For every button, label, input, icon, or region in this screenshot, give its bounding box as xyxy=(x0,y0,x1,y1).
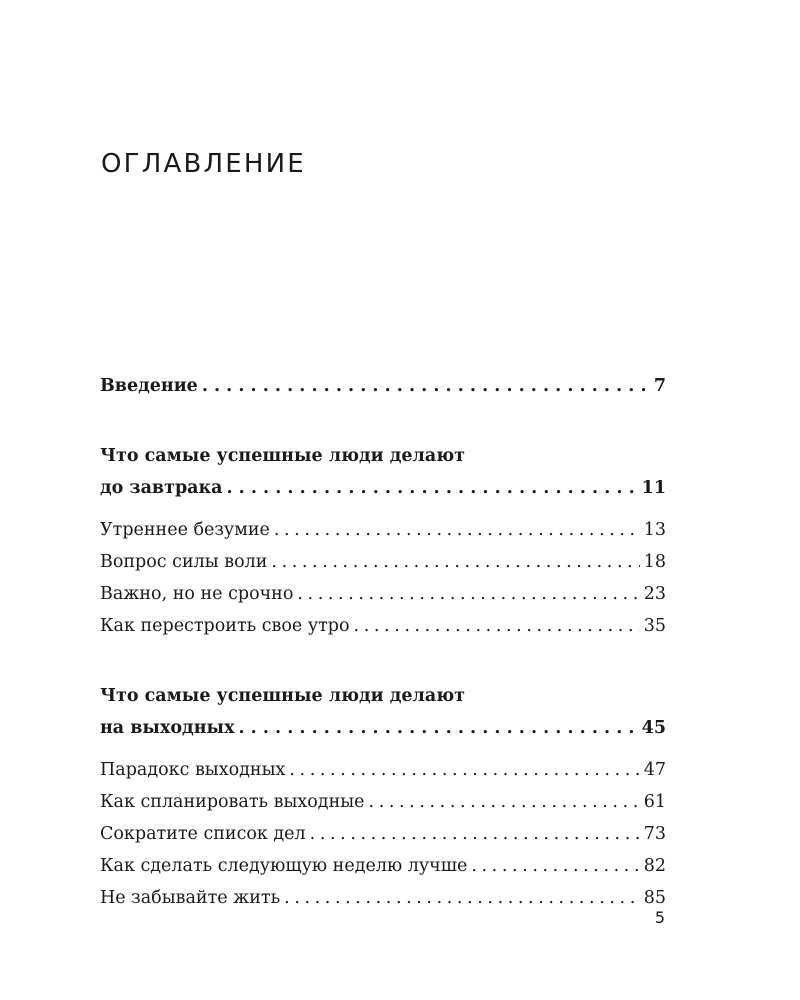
toc-entry-page: 7 xyxy=(653,376,666,396)
toc-entry-morning-madness[interactable] xyxy=(100,514,666,546)
toc-entry-shorten-list[interactable] xyxy=(100,818,666,850)
toc-entry-page: 47 xyxy=(643,760,666,780)
toc-entry-part-1[interactable] xyxy=(100,440,666,504)
toc-entry-intro[interactable] xyxy=(100,370,666,402)
toc-entry-label: Не забывайте жить xyxy=(100,888,281,908)
toc-entry-page: 35 xyxy=(643,616,666,636)
toc-entry-dont-forget-to-live[interactable] xyxy=(100,882,666,914)
toc-entry-page: 23 xyxy=(643,584,666,604)
toc-entry-willpower[interactable] xyxy=(100,546,666,578)
toc-entry-label: Сократите список дел xyxy=(100,824,306,844)
toc-entry-label: Введение xyxy=(100,376,198,396)
toc-entry-page: 18 xyxy=(643,552,666,572)
toc-entry-label-line-1: Что самые успешные люди делают xyxy=(100,686,466,706)
dot-leader xyxy=(274,514,640,546)
page-number: 5 xyxy=(654,908,665,927)
table-of-contents xyxy=(100,370,666,914)
toc-entry-label: Утреннее безумие xyxy=(100,520,270,540)
toc-entry-page: 11 xyxy=(641,478,666,498)
toc-entry-label-line-1: Что самые успешные люди делают xyxy=(100,446,466,466)
toc-entry-important-not-urgent[interactable] xyxy=(100,578,666,610)
page-title: ОГЛАВЛЕНИЕ xyxy=(101,149,306,179)
dot-leader xyxy=(239,712,638,744)
dot-leader xyxy=(202,370,650,402)
dot-leader xyxy=(284,882,640,914)
dot-leader xyxy=(271,546,639,578)
toc-entry-label: Как спланировать выходные xyxy=(100,792,365,812)
toc-entry-part-2[interactable] xyxy=(100,680,666,744)
toc-entry-plan-weekend[interactable] xyxy=(100,786,666,818)
toc-entry-better-next-week[interactable] xyxy=(100,850,666,882)
dot-leader xyxy=(227,472,638,504)
dot-leader xyxy=(471,850,639,882)
dot-leader xyxy=(289,754,639,786)
toc-entry-label: Важно, но не срочно xyxy=(100,584,294,604)
dot-leader xyxy=(354,610,640,642)
toc-entry-label: Как перестроить свое утро xyxy=(100,616,350,636)
toc-entry-weekend-paradox[interactable] xyxy=(100,754,666,786)
toc-entry-page: 13 xyxy=(643,520,666,540)
toc-entry-label: Парадокс выходных xyxy=(100,760,286,780)
toc-entry-label: Как сделать следующую неделю лучше xyxy=(100,856,468,876)
dot-leader xyxy=(297,578,639,610)
dot-leader xyxy=(369,786,640,818)
toc-entry-page: 61 xyxy=(643,792,666,812)
toc-entry-label-line-2: до завтрака xyxy=(100,478,223,498)
toc-entry-rebuild-morning[interactable] xyxy=(100,610,666,642)
toc-entry-page: 73 xyxy=(643,824,666,844)
toc-entry-label-line-2: на выходных xyxy=(100,718,235,738)
dot-leader xyxy=(310,818,640,850)
toc-entry-page: 85 xyxy=(643,888,666,908)
toc-entry-page: 82 xyxy=(643,856,666,876)
toc-entry-label: Вопрос силы воли xyxy=(100,552,268,572)
toc-entry-page: 45 xyxy=(641,718,666,738)
